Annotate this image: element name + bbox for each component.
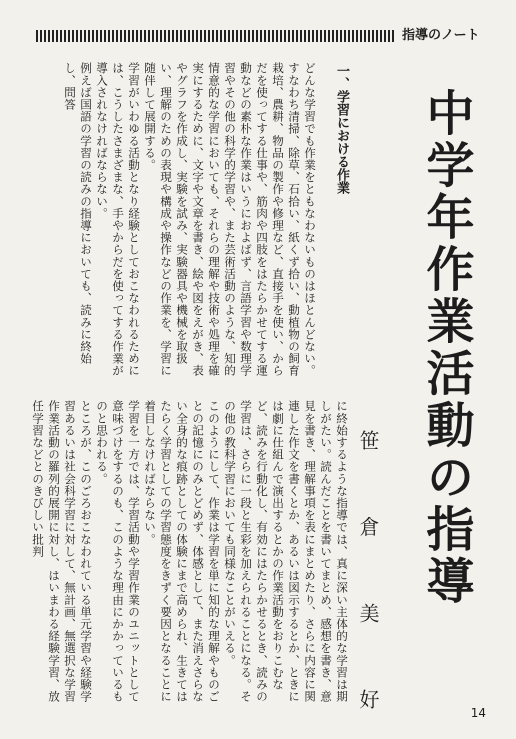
header-rule — [36, 30, 394, 42]
paragraph: ところが、このごろおこなわれている単元学習や経験学習あるいは社会科学習に対して、無計画、無選択な学習作業活動の羅列的展開に対し、はいまわる経験学習、放任学習などとのきびしい批判 — [31, 400, 93, 703]
paragraph: 学習を一方では、学習活動や学習作業のユニットとして意味づけをするのも、このような理由にかかっているものと思われる。 — [95, 400, 141, 703]
section-heading: 一、学習における作業 — [334, 64, 349, 194]
paragraph: このようにして、作業は学習を単に知的な理解やものごとの記憶にのみとどめず、体感として、また消えさらない全身的な痕跡としての体験にまで高められ、生きてはたらく学習としての学習態度をきずく要因となることに着目しなければならない。 — [143, 400, 221, 703]
article-title: 中学年作業活動の指導 — [418, 88, 474, 608]
paragraph: どんな学習でも作業をともなわないものはほとんどない。すなわち清掃、除草、石拾い、紙くず拾い、動植物の飼育栽培、農耕、物品の製作や修理など、直接手を使い、からだを使ってする仕事や、筋肉や四肢をはたらかせてする運動などの素朴な作業はいうにおよばず、言語学習や数理学習やその他の科学的学習や、また芸術活動のような、知的情意的な学習においても、それらの理解や技術や処理を確実にするために、文字や文章を書き、絵や図をえがき、表やグラフを作成し、実験を試み、実験器具や機械を取扱い、理解のための表現や構成や操作などの作業を、学習に随伴して展開する。 — [143, 62, 317, 377]
paragraph: に終始するような指導では、真に深い主体的な学習は期しがたい。読んだことを書いてまとめ、感想を書き、意見を書き、理解事項を表にまとめたり、さらに内容に関連した作文を書くとか、あるいは図示するとか、ときには劇に仕組んで演出するとかの作業活動をおりこむなど、読みを行動化し、有効にはたらかせるとき、読みの学習は、さらに一段と生彩を加えられることになる。その他の教科学習においても同様なことがいえる。 — [223, 400, 349, 703]
page-number: 14 — [470, 706, 486, 720]
lower-text-block — [31, 400, 350, 706]
paragraph: 学習がいわゆる活動となり経験としておこなわれるためには、こうしたさまざまな、手やからだを使ってする作業が導入されなければならない。 — [95, 62, 141, 377]
paragraph: 例えば国語の学習の読みの指導においても、読みに終始し、問答 — [63, 62, 93, 365]
upper-text-block — [56, 62, 318, 380]
author-name: 笹 倉 美 好 — [356, 430, 380, 739]
column-title: 指導のノート — [402, 28, 480, 43]
